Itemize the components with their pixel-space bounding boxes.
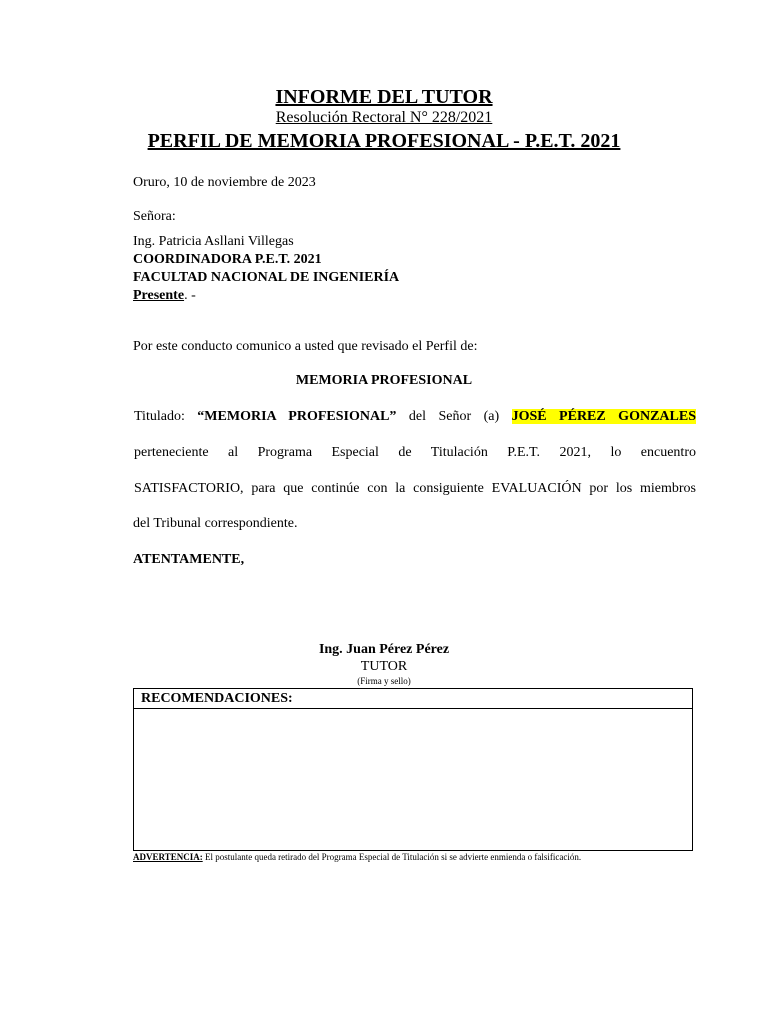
work-type: MEMORIA PROFESIONAL [295, 373, 473, 388]
intro-line: Por este conducto comunico a usted que revisado el Perfil de: [133, 339, 478, 354]
letter-date: Oruro, 10 de noviembre de 2023 [133, 175, 316, 190]
resolution-number: Resolución Rectoral N° 228/2021 [275, 109, 493, 126]
signature-role: TUTOR [360, 659, 408, 674]
recipient-name: Ing. Patricia Asllani Villegas [133, 234, 294, 249]
presente-line [133, 288, 196, 304]
signature-note: (Firma y sello) [357, 676, 411, 686]
closing: ATENTAMENTE, [133, 552, 245, 567]
body-line-1 [134, 409, 696, 425]
work-title: “MEMORIA PROFESIONAL” [197, 409, 397, 424]
document-subtitle: PERFIL DE MEMORIA PROFESIONAL - P.E.T. 2021 [147, 130, 621, 152]
body-line-4: del Tribunal correspondiente. [133, 516, 298, 531]
recipient-role: COORDINADORA P.E.T. 2021 [133, 252, 322, 267]
warning-text: El postulante queda retirado del Programa Especial de Titulación si se advierte enmienda o falsificación. [202, 852, 582, 862]
recommendations-heading: RECOMENDACIONES: [134, 689, 692, 709]
presente-word: Presente [133, 288, 185, 303]
body-line-3: SATISFACTORIO, para que continúe con la consiguiente EVALUACIÓN por los miembros [134, 481, 696, 496]
signature-name: Ing. Juan Pérez Pérez [318, 642, 450, 657]
titled-label: Titulado: [134, 409, 198, 424]
warning-label: ADVERTENCIA: [133, 852, 203, 862]
recommendations-area[interactable] [134, 709, 692, 850]
salutation: Señora: [133, 209, 176, 224]
body-line-2: perteneciente al Programa Especial de Titulación P.E.T. 2021, lo encuentro [134, 445, 696, 460]
recommendations-box [133, 688, 693, 851]
of-label: del Señor (a) [396, 409, 512, 424]
recipient-faculty: FACULTAD NACIONAL DE INGENIERÍA [133, 270, 400, 285]
document-title: INFORME DEL TUTOR [275, 86, 493, 108]
student-name: JOSÉ PÉREZ GONZALES [511, 409, 696, 424]
presente-suffix: . - [184, 288, 196, 303]
warning-note [133, 852, 581, 862]
